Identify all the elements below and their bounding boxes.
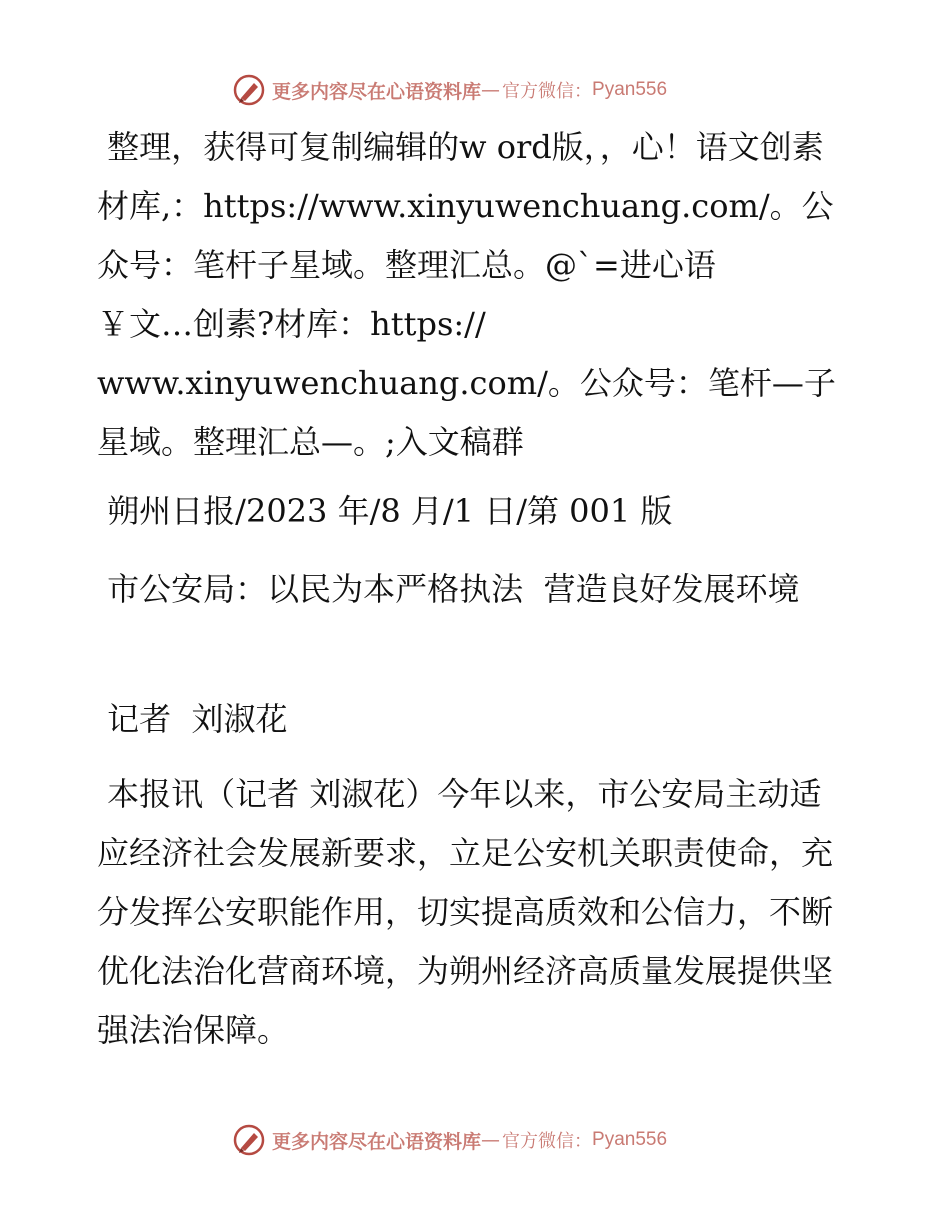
banner-wechat-label: 官方微信： [502,81,593,102]
banner-title: 更多内容尽在心语资料库 [272,1130,482,1153]
source-line: 朔州日报/2023 年/8 月/1 日/第 001 版 [97,492,673,530]
header-banner [232,72,732,108]
article-body: 本报讯（记者 刘淑花）今年以来，市公安局主动适应经济社会发展新要求，立足公安机关职责使命，充分发挥公安职能作用，切实提高质效和公信力，不断优化法治化营商环境，为朔州经济高质量发展提供坚强法治保障。 [97,775,834,1049]
footer-banner [232,1122,732,1158]
banner-separator: — [481,79,501,101]
banner-wechat-id: Pyan556 [592,1129,668,1150]
banner-title: 更多内容尽在心语资料库 [272,80,482,103]
intro-paragraph: 整理，获得可复制编辑的w ord版，，心！语文创素材库,：https://www.xinyuwenchuang.com/。公众号：笔杆子星域。整理汇总。@`=进心语 ￥文…创素?材库：https:// www.xinyuwenchuang.com/。公众号：笔杆—子星域。整理汇总—。;入文稿群 [97,128,836,461]
banner-wechat-id: Pyan556 [592,79,668,100]
article-headline: 市公安局：以民为本严格执法 营造良好发展环境 [97,570,800,608]
banner-wechat-label: 官方微信： [502,1131,593,1152]
banner-separator: — [481,1129,501,1151]
article-byline: 记者 刘淑花 [97,700,288,738]
pen-logo-icon [232,73,266,107]
pen-logo-icon [232,1123,266,1157]
